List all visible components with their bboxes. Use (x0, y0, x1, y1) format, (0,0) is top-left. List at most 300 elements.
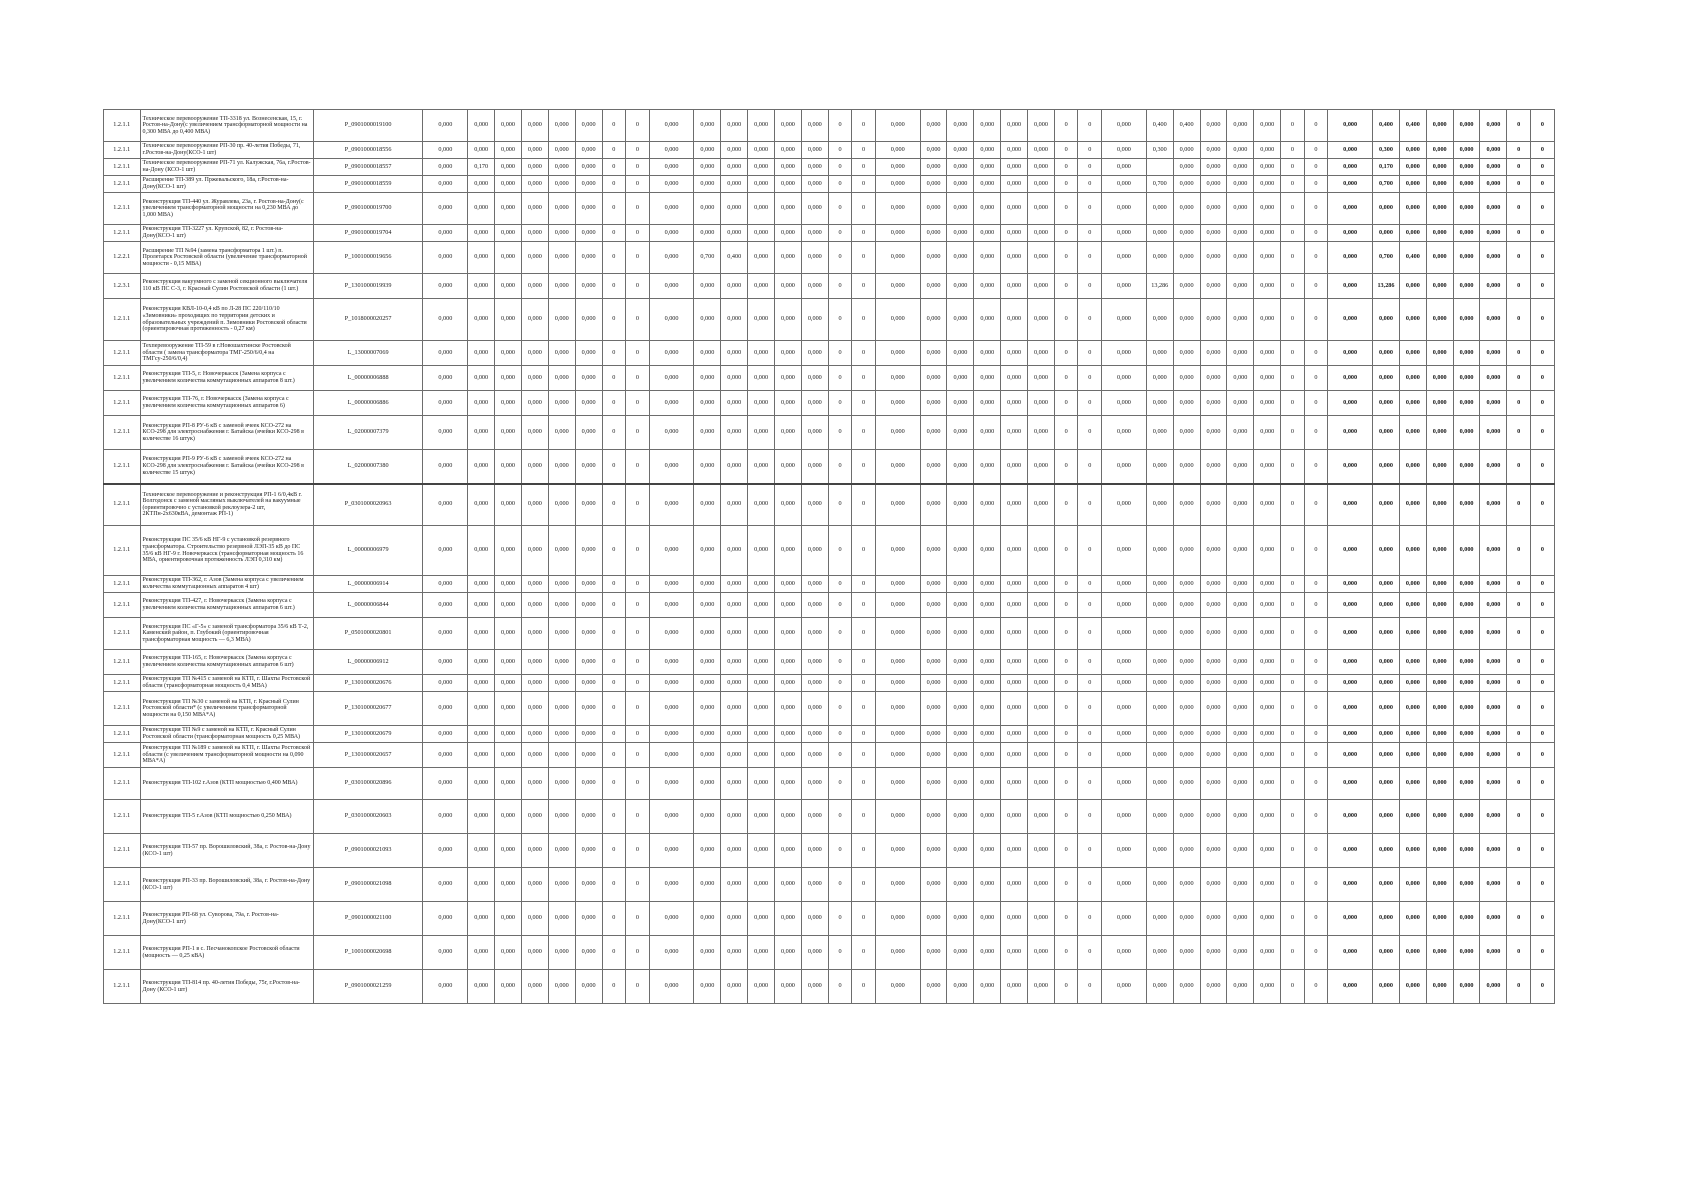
value-cell: 0,000 (748, 800, 775, 834)
value-cell: 0,000 (947, 593, 974, 618)
value-cell: 0,000 (1480, 834, 1507, 868)
value-cell: 0,000 (947, 416, 974, 450)
value-cell: 0,000 (920, 450, 947, 484)
value-cell: 0,000 (1001, 193, 1028, 225)
value-cell: 0,000 (1001, 675, 1028, 692)
row-code-cell: 1.2.1.1 (104, 650, 141, 675)
value-cell: 0,000 (920, 692, 947, 726)
value-cell: 0,000 (974, 450, 1001, 484)
value-cell: 0,000 (721, 650, 748, 675)
value-cell: 0 (1530, 834, 1554, 868)
value-cell: 0 (1530, 299, 1554, 341)
value-cell: 0,000 (521, 650, 548, 675)
value-cell: 0 (1054, 274, 1078, 299)
value-cell: 0,000 (748, 726, 775, 743)
value-cell: 0,000 (721, 618, 748, 650)
value-cell: 0,000 (1001, 593, 1028, 618)
value-cell: 0 (1054, 768, 1078, 800)
value-cell: 0,000 (649, 576, 694, 593)
value-cell: 0 (828, 868, 852, 902)
value-cell: 0,000 (1480, 416, 1507, 450)
value-cell: 0,000 (801, 650, 828, 675)
value-cell: 0,000 (1173, 618, 1200, 650)
value-cell (1146, 159, 1173, 176)
value-cell: 0,000 (1373, 618, 1400, 650)
value-cell: 0,000 (521, 743, 548, 768)
value-cell: 0,000 (694, 366, 721, 391)
value-cell: 0 (1078, 902, 1102, 936)
value-cell: 0,000 (1001, 299, 1028, 341)
value-cell: 0 (1304, 936, 1328, 970)
value-cell: 0 (1054, 650, 1078, 675)
value-cell: 0 (828, 142, 852, 159)
value-cell: 0,000 (575, 902, 602, 936)
value-cell: 0,000 (875, 450, 920, 484)
value-cell: 0,000 (495, 391, 522, 416)
value-cell: 0,000 (1146, 650, 1173, 675)
value-cell: 0 (828, 391, 852, 416)
value-cell: 0 (1281, 110, 1305, 142)
value-cell: 0,000 (1200, 416, 1227, 450)
value-cell: 0,000 (1426, 366, 1453, 391)
value-cell: 0,000 (1146, 242, 1173, 274)
value-cell: 0 (1507, 242, 1531, 274)
value-cell: 0,000 (748, 193, 775, 225)
value-cell: 0,000 (748, 225, 775, 242)
value-cell: 0,000 (1227, 970, 1254, 1004)
value-cell: 0 (602, 800, 626, 834)
value-cell: 0,000 (1028, 274, 1055, 299)
value-cell: 0,000 (548, 768, 575, 800)
value-cell: 0,000 (1426, 299, 1453, 341)
project-id-cell: L_00000006888 (313, 366, 423, 391)
value-cell: 0 (1507, 936, 1531, 970)
value-cell: 0 (1530, 726, 1554, 743)
value-cell: 0,000 (468, 726, 495, 743)
value-cell: 0 (1507, 800, 1531, 834)
value-cell: 0,000 (1453, 341, 1480, 366)
value-cell: 0 (1304, 526, 1328, 576)
value-cell: 0,000 (468, 526, 495, 576)
value-cell: 0,000 (1146, 450, 1173, 484)
project-id-cell: L_00000006886 (313, 391, 423, 416)
value-cell: 0,000 (694, 868, 721, 902)
value-cell: 0,000 (920, 868, 947, 902)
value-cell: 0,000 (775, 159, 802, 176)
value-cell: 0 (602, 675, 626, 692)
value-cell: 0,000 (423, 650, 468, 675)
value-cell: 0,000 (1146, 834, 1173, 868)
value-cell: 0,000 (423, 576, 468, 593)
value-cell: 0,000 (1028, 416, 1055, 450)
value-cell: 0,000 (1173, 299, 1200, 341)
project-name-cell: Реконструкция РП-33 пр. Ворошиловский, 38а, г. Ростов-на-Дону (КСО-1 шт) (140, 868, 313, 902)
value-cell: 0 (1078, 110, 1102, 142)
value-cell: 0,000 (721, 902, 748, 936)
value-cell: 0,000 (1426, 726, 1453, 743)
value-cell: 0,000 (1399, 902, 1426, 936)
value-cell: 0,000 (694, 618, 721, 650)
value-cell: 0 (1530, 526, 1554, 576)
project-id-cell: P_0901000021259 (313, 970, 423, 1004)
value-cell: 0,000 (548, 618, 575, 650)
value-cell: 0,000 (748, 902, 775, 936)
project-id-cell: L_02000007379 (313, 416, 423, 450)
value-cell: 0,000 (1001, 242, 1028, 274)
project-id-cell: P_1301000019939 (313, 274, 423, 299)
value-cell: 0,000 (495, 274, 522, 299)
value-cell: 0,000 (801, 484, 828, 526)
value-cell: 0,000 (575, 159, 602, 176)
value-cell: 0,000 (1254, 743, 1281, 768)
project-name-cell: Реконструкция ТП-57 пр. Ворошиловский, 38а, г. Ростов-на-Дону (КСО-1 шт) (140, 834, 313, 868)
table-row (104, 675, 1555, 692)
table-row (104, 142, 1555, 159)
value-cell: 0,000 (1373, 366, 1400, 391)
value-cell: 0 (852, 299, 876, 341)
value-cell: 0,000 (1453, 743, 1480, 768)
value-cell: 0 (1078, 618, 1102, 650)
value-cell: 0,000 (1227, 526, 1254, 576)
value-cell: 0,000 (1102, 299, 1147, 341)
value-cell: 0 (626, 618, 650, 650)
value-cell: 0,000 (1146, 299, 1173, 341)
value-cell: 0,000 (801, 242, 828, 274)
value-cell: 0 (626, 193, 650, 225)
value-cell: 0,000 (649, 936, 694, 970)
table-row (104, 193, 1555, 225)
value-cell: 0 (1304, 726, 1328, 743)
value-cell: 0,000 (974, 225, 1001, 242)
value-cell: 0 (602, 242, 626, 274)
value-cell: 0,000 (548, 902, 575, 936)
value-cell: 0 (1507, 450, 1531, 484)
value-cell: 0,000 (1453, 726, 1480, 743)
value-cell: 0,000 (1453, 902, 1480, 936)
value-cell: 0,000 (1028, 484, 1055, 526)
value-cell: 0,000 (1200, 692, 1227, 726)
value-cell: 0 (1078, 299, 1102, 341)
value-cell: 0,000 (1480, 341, 1507, 366)
value-cell: 0 (602, 526, 626, 576)
value-cell: 0,000 (649, 225, 694, 242)
value-cell: 0,000 (1001, 484, 1028, 526)
value-cell: 0,000 (468, 193, 495, 225)
value-cell: 0 (1078, 159, 1102, 176)
value-cell: 0,000 (521, 193, 548, 225)
row-code-cell: 1.2.1.1 (104, 902, 141, 936)
value-cell: 0 (1507, 142, 1531, 159)
value-cell: 0,000 (649, 743, 694, 768)
value-cell: 0,000 (468, 366, 495, 391)
value-cell: 0 (1530, 768, 1554, 800)
value-cell: 0,400 (1399, 242, 1426, 274)
value-cell: 0,000 (1102, 593, 1147, 618)
value-cell: 0,000 (468, 576, 495, 593)
value-cell: 0,000 (1227, 341, 1254, 366)
value-cell: 0 (1281, 274, 1305, 299)
value-cell: 0,000 (1227, 366, 1254, 391)
value-cell: 0,000 (694, 526, 721, 576)
value-cell: 0,000 (974, 416, 1001, 450)
value-cell: 0,000 (1200, 450, 1227, 484)
value-cell: 0 (1054, 936, 1078, 970)
value-cell: 0 (1054, 970, 1078, 1004)
value-cell: 0,000 (875, 274, 920, 299)
value-cell: 0,000 (748, 576, 775, 593)
value-cell: 0,000 (920, 726, 947, 743)
value-cell: 0,000 (974, 159, 1001, 176)
value-cell: 0,000 (1173, 193, 1200, 225)
value-cell: 0,000 (468, 768, 495, 800)
value-cell: 0,000 (947, 299, 974, 341)
value-cell: 0,000 (1480, 110, 1507, 142)
value-cell: 0,000 (1227, 142, 1254, 159)
value-cell: 0,000 (920, 484, 947, 526)
value-cell: 0,000 (575, 484, 602, 526)
value-cell: 0,000 (1102, 526, 1147, 576)
value-cell: 0,000 (875, 618, 920, 650)
value-cell: 0 (1507, 768, 1531, 800)
value-cell: 0,000 (775, 768, 802, 800)
value-cell: 0,000 (521, 366, 548, 391)
value-cell: 0 (852, 391, 876, 416)
value-cell: 0 (602, 692, 626, 726)
value-cell: 0,000 (920, 193, 947, 225)
value-cell: 0,000 (748, 936, 775, 970)
value-cell: 0,000 (1200, 299, 1227, 341)
value-cell: 0,000 (1254, 176, 1281, 193)
value-cell: 0,000 (920, 110, 947, 142)
value-cell: 0,000 (1028, 366, 1055, 391)
value-cell: 0 (1530, 650, 1554, 675)
value-cell: 0,000 (801, 366, 828, 391)
value-cell: 0,000 (1480, 366, 1507, 391)
value-cell: 0 (1507, 110, 1531, 142)
value-cell: 0,000 (1453, 834, 1480, 868)
value-cell: 0,000 (1399, 391, 1426, 416)
value-cell: 0,000 (694, 743, 721, 768)
value-cell: 0,000 (748, 593, 775, 618)
project-id-cell: P_1301000020679 (313, 726, 423, 743)
value-cell: 0,000 (1254, 726, 1281, 743)
value-cell: 0,000 (649, 650, 694, 675)
value-cell: 0 (1281, 902, 1305, 936)
value-cell: 0,000 (575, 576, 602, 593)
value-cell: 0,000 (775, 341, 802, 366)
project-name-cell: Реконструкция ТП №189 с заменой на КТП, г. Шахты Ростовской области (с увеличением трансформаторной мощности на 0,090 МВА*А) (140, 743, 313, 768)
value-cell: 0,000 (1254, 274, 1281, 299)
value-cell: 0,000 (521, 618, 548, 650)
value-cell: 0,000 (721, 726, 748, 743)
value-cell: 0,000 (1227, 159, 1254, 176)
value-cell: 0,000 (1453, 366, 1480, 391)
value-cell: 0 (1078, 675, 1102, 692)
value-cell: 0 (1281, 193, 1305, 225)
value-cell: 0 (1281, 576, 1305, 593)
value-cell: 0 (1078, 970, 1102, 1004)
value-cell: 0,000 (1426, 675, 1453, 692)
table-row (104, 618, 1555, 650)
value-cell: 0,000 (1399, 768, 1426, 800)
value-cell: 0 (1281, 450, 1305, 484)
value-cell: 0,000 (1028, 299, 1055, 341)
table-row (104, 159, 1555, 176)
value-cell: 0,000 (1200, 675, 1227, 692)
row-code-cell: 1.2.1.1 (104, 159, 141, 176)
value-cell: 0 (1304, 692, 1328, 726)
value-cell: 0 (1507, 526, 1531, 576)
value-cell: 0,000 (468, 868, 495, 902)
value-cell: 0,000 (801, 743, 828, 768)
value-cell: 0,000 (1102, 576, 1147, 593)
value-cell: 0,000 (1146, 768, 1173, 800)
row-code-cell: 1.2.1.1 (104, 576, 141, 593)
value-cell: 0,000 (1254, 768, 1281, 800)
value-cell: 0 (1507, 593, 1531, 618)
value-cell: 0,000 (775, 366, 802, 391)
value-cell: 0,000 (875, 142, 920, 159)
value-cell: 0,000 (575, 391, 602, 416)
project-id-cell: P_0901000018559 (313, 176, 423, 193)
value-cell: 0,000 (1001, 142, 1028, 159)
value-cell: 0,000 (1426, 743, 1453, 768)
value-cell: 0 (1054, 593, 1078, 618)
value-cell: 0,000 (1426, 970, 1453, 1004)
value-cell: 0,000 (1480, 193, 1507, 225)
value-cell: 0,000 (649, 274, 694, 299)
project-name-cell: Реконструкция ТП-814 пр. 40-летия Победы, 75г, г.Ростов-на-Дону (КСО-1 шт) (140, 970, 313, 1004)
value-cell: 0 (1054, 618, 1078, 650)
value-cell: 0,000 (1399, 576, 1426, 593)
value-cell: 0,000 (801, 726, 828, 743)
value-cell: 0,000 (548, 450, 575, 484)
value-cell: 0,000 (947, 176, 974, 193)
value-cell: 0 (1530, 576, 1554, 593)
value-cell: 0,000 (748, 768, 775, 800)
value-cell: 0,000 (1399, 142, 1426, 159)
value-cell: 0,000 (875, 726, 920, 743)
value-cell: 0,000 (649, 110, 694, 142)
table-row (104, 800, 1555, 834)
value-cell: 0,000 (1373, 800, 1400, 834)
value-cell: 0 (602, 902, 626, 936)
value-cell: 0,000 (521, 176, 548, 193)
value-cell: 0,400 (1146, 110, 1173, 142)
value-cell: 0,000 (575, 450, 602, 484)
value-cell: 0,000 (974, 341, 1001, 366)
value-cell: 0,000 (801, 902, 828, 936)
value-cell: 0 (1507, 416, 1531, 450)
value-cell: 0,000 (1426, 692, 1453, 726)
value-cell: 0 (1281, 743, 1305, 768)
value-cell: 0,000 (1453, 450, 1480, 484)
value-cell: 0,000 (575, 299, 602, 341)
value-cell: 0,000 (1480, 692, 1507, 726)
value-cell: 0,000 (548, 142, 575, 159)
value-cell: 0,000 (1173, 593, 1200, 618)
value-cell: 0,000 (1001, 970, 1028, 1004)
value-cell: 0,000 (1328, 110, 1373, 142)
value-cell: 0 (1507, 726, 1531, 743)
value-cell: 0,000 (801, 868, 828, 902)
value-cell: 0 (1078, 242, 1102, 274)
value-cell: 0 (1530, 902, 1554, 936)
value-cell: 0,000 (468, 618, 495, 650)
project-name-cell: Реконструкция РП-1 в с. Песчанокопское Ростовской области (мощность — 0,25 кВА) (140, 936, 313, 970)
value-cell: 0 (1530, 450, 1554, 484)
value-cell: 0,000 (947, 970, 974, 1004)
value-cell: 0,000 (1227, 692, 1254, 726)
value-cell: 0,000 (521, 526, 548, 576)
value-cell: 0,000 (423, 142, 468, 159)
value-cell: 0,000 (947, 618, 974, 650)
value-cell: 0,000 (1102, 450, 1147, 484)
value-cell: 0,000 (974, 902, 1001, 936)
value-cell: 0 (1530, 743, 1554, 768)
project-id-cell: P_0501000020801 (313, 618, 423, 650)
value-cell: 0,000 (1480, 618, 1507, 650)
value-cell: 0,000 (575, 176, 602, 193)
value-cell: 0,000 (1028, 142, 1055, 159)
value-cell: 0,000 (721, 341, 748, 366)
value-cell: 0,000 (521, 868, 548, 902)
value-cell: 0,000 (1453, 484, 1480, 526)
value-cell: 0,000 (1373, 768, 1400, 800)
value-cell: 0,000 (1001, 576, 1028, 593)
value-cell: 0 (1304, 768, 1328, 800)
row-code-cell: 1.2.1.1 (104, 391, 141, 416)
value-cell: 0,000 (920, 834, 947, 868)
value-cell: 0 (1281, 618, 1305, 650)
value-cell: 0,000 (801, 341, 828, 366)
value-cell: 0,000 (1028, 225, 1055, 242)
value-cell: 0,000 (548, 834, 575, 868)
value-cell: 0,000 (1328, 142, 1373, 159)
value-cell: 0,000 (649, 366, 694, 391)
value-cell: 0,000 (1399, 176, 1426, 193)
value-cell: 0,000 (1453, 193, 1480, 225)
value-cell: 0 (1530, 242, 1554, 274)
value-cell: 0,000 (1399, 675, 1426, 692)
value-cell: 0 (1054, 341, 1078, 366)
value-cell: 0,000 (468, 484, 495, 526)
value-cell: 0,000 (649, 868, 694, 902)
value-cell: 0,000 (1328, 593, 1373, 618)
value-cell: 0,000 (1200, 768, 1227, 800)
value-cell: 0,000 (694, 650, 721, 675)
value-cell: 0,000 (775, 193, 802, 225)
value-cell: 0,000 (495, 341, 522, 366)
value-cell: 0,000 (801, 576, 828, 593)
value-cell: 0,000 (1254, 142, 1281, 159)
value-cell: 0,000 (575, 416, 602, 450)
value-cell: 0,000 (521, 692, 548, 726)
value-cell: 0,000 (875, 593, 920, 618)
value-cell: 0,000 (1227, 593, 1254, 618)
value-cell: 0,000 (1453, 142, 1480, 159)
value-cell: 0,000 (1200, 142, 1227, 159)
value-cell: 0,000 (1254, 391, 1281, 416)
project-name-cell: Реконструкция вакуумного с заменой секционного выключателя 110 кВ ПС С-3, г. Красный Сулин Ростовской области (1 шт.) (140, 274, 313, 299)
value-cell: 0 (1304, 868, 1328, 902)
value-cell: 0,000 (1227, 834, 1254, 868)
value-cell: 0,000 (1426, 341, 1453, 366)
value-cell: 0,000 (801, 110, 828, 142)
value-cell: 0,000 (1328, 484, 1373, 526)
value-cell: 0 (1078, 768, 1102, 800)
value-cell: 0,400 (721, 242, 748, 274)
